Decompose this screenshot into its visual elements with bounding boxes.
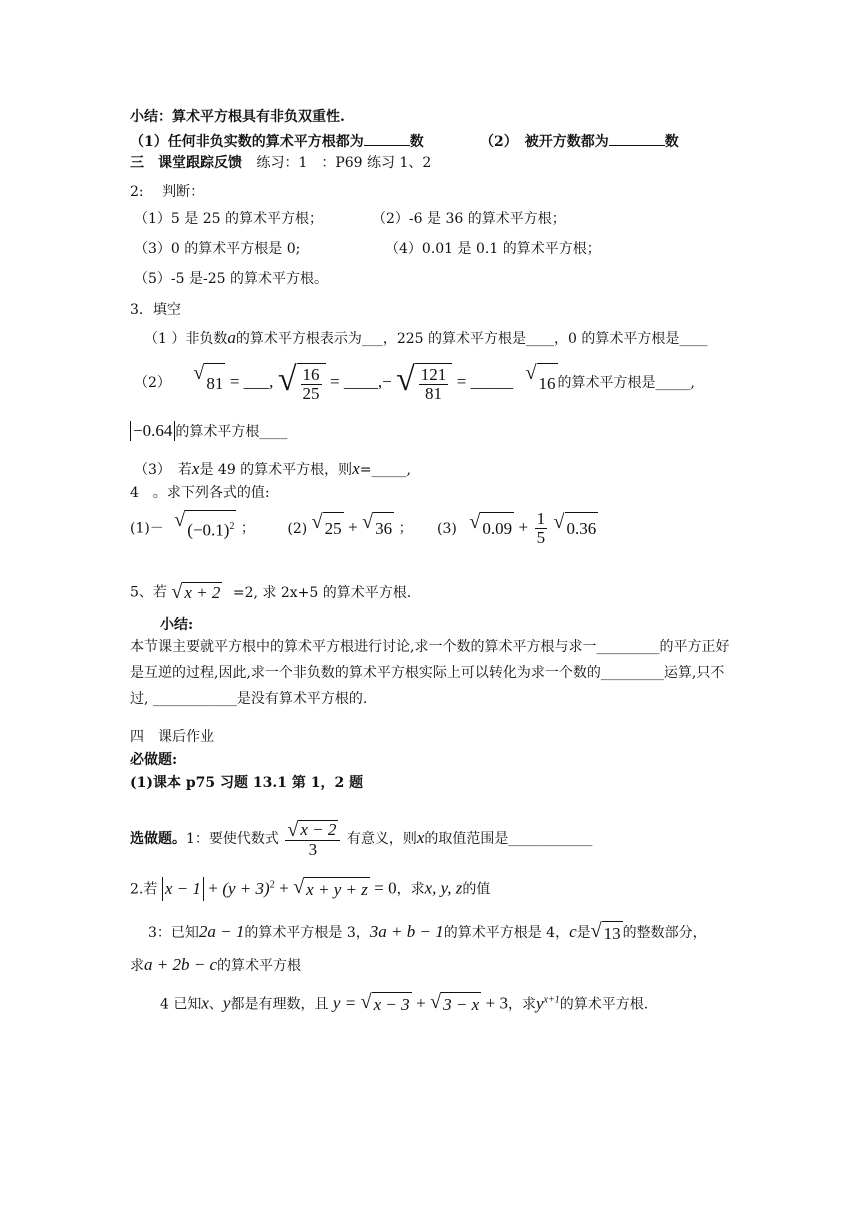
plus: + xyxy=(518,517,529,537)
radical-sign: √ xyxy=(430,991,442,1014)
sqrt-16 xyxy=(526,363,558,404)
summary-item-2-text: （2） 被开方数都为 xyxy=(480,134,609,150)
optional-3-line2-a: 求 xyxy=(130,958,144,974)
radicand: x − 2 xyxy=(300,819,337,839)
equals-zero: = 0 xyxy=(374,878,397,898)
radicand: 36 xyxy=(373,512,394,545)
q3-part-3 xyxy=(134,459,411,480)
radical-sign: √ xyxy=(362,511,374,533)
q3-part-2 xyxy=(134,362,695,404)
q3-title: 3．填空 xyxy=(130,302,181,318)
optional-3-a: 3：已知 xyxy=(148,925,199,941)
variable-a: a xyxy=(227,328,236,347)
y-plus-3-squared: $(y + 3)^2$ xyxy=(222,878,275,898)
radicand: x + y + z xyxy=(304,877,370,902)
q4-sep-2: ； xyxy=(398,520,413,537)
optional-item-2 xyxy=(130,873,490,902)
q2-title: 2: 判断： xyxy=(130,184,205,200)
sqrt-x-plus-2 xyxy=(171,582,222,603)
radical-sign: √ xyxy=(277,360,297,398)
optional-4-a: 4 已知 xyxy=(160,996,202,1013)
required-label: 必做题: xyxy=(130,752,178,768)
variable-x: x xyxy=(191,459,200,478)
radical-sign: √ xyxy=(469,511,481,533)
optional-4-c: 都是有理数，且 xyxy=(230,996,329,1013)
q5 xyxy=(130,582,411,603)
abs-value: −0.64 xyxy=(130,421,175,441)
plus: + xyxy=(348,517,358,537)
eq-3: = _____ xyxy=(456,372,514,391)
radical-sign: √ xyxy=(287,818,299,841)
summary-item-1-end: 数 xyxy=(409,134,424,150)
section-3-title: 三 课堂跟踪反馈 xyxy=(130,155,242,171)
optional-item-1 xyxy=(130,818,592,859)
optional-item-4 xyxy=(160,988,648,1017)
summary-item-2 xyxy=(480,131,679,152)
radicand xyxy=(415,363,453,404)
sqrt-3-minus-x xyxy=(430,992,481,1017)
variable-x: x xyxy=(352,459,360,478)
q3-part-3-c: =_____, xyxy=(359,462,411,478)
radicand: 3 − x xyxy=(441,992,481,1017)
optional-4-d: ，求 xyxy=(507,996,536,1013)
denominator: 3 xyxy=(308,839,318,859)
variable-y: y xyxy=(222,993,231,1013)
sqrt-x-y-z xyxy=(293,877,370,902)
q2-statement-5: （5）-5 是-25 的算术平方根。 xyxy=(134,271,328,287)
summary-item-1-text: （1）任何非负实数的算术平方根都为 xyxy=(130,134,364,150)
radical-sign: √ xyxy=(590,919,602,942)
q2-statement-3: （3）0 的算术平方根是 0; xyxy=(134,241,301,257)
radicand: 81 xyxy=(204,363,225,404)
y-power: $y^{x+1}$ xyxy=(535,993,560,1013)
eq-1: = ___, xyxy=(229,372,274,391)
radical-sign: √ xyxy=(553,511,565,533)
optional-3-c: 的算术平方根是 4， xyxy=(443,925,570,941)
section-3-practice: 练习：1 ：P69 练习 1、2 xyxy=(256,155,432,171)
section-3-heading xyxy=(130,153,431,173)
optional-label: 选做题。 xyxy=(130,831,186,847)
sqrt-frac-16-25 xyxy=(277,360,326,404)
summary-2-title: 小结: xyxy=(160,617,194,633)
sqrt-81 xyxy=(193,363,225,404)
optional-1-b: 有意义，则 xyxy=(346,831,417,847)
plus-3: + 3 xyxy=(485,993,508,1013)
radical-sign: √ xyxy=(311,511,323,533)
q5-a: 5、若 xyxy=(130,584,167,601)
radicand: 0.09 xyxy=(480,512,514,545)
optional-2-c: 的值 xyxy=(462,881,491,898)
expr-2a-1: 2a − 1 xyxy=(198,922,245,941)
optional-3-d: 是 xyxy=(576,925,591,941)
required-item-1: (1)课本 p75 习题 13.1 第 1，2 题 xyxy=(130,775,364,791)
optional-4-e: 的算术平方根. xyxy=(559,996,649,1013)
sqrt-36 xyxy=(362,512,394,545)
optional-1-c: 的取值范围是____________ xyxy=(424,831,593,847)
sqrt-13 xyxy=(591,921,623,946)
q4-expr-3-label: (3) xyxy=(437,520,457,537)
fraction-one-fifth xyxy=(535,510,548,547)
plus: + xyxy=(208,878,218,898)
sqrt-0-36 xyxy=(554,512,599,545)
q3-abs-tail: 的算术平方根____ xyxy=(175,424,288,440)
section-4-heading: 四 课后作业 xyxy=(130,729,214,745)
optional-4-b: 、 xyxy=(208,996,223,1013)
summary-title: 小结：算术平方根具有非负双重性. xyxy=(130,109,345,125)
numerator: 1 xyxy=(536,509,546,528)
optional-1-a: 1：要使代数式 xyxy=(186,831,279,847)
radicand: 0.36 xyxy=(565,512,599,545)
variables-xyz: x, y, z xyxy=(424,878,463,898)
radicand: 13 xyxy=(602,921,623,946)
summary-item-2-end: 数 xyxy=(664,134,679,150)
variable-x: x xyxy=(416,828,425,847)
denominator: 25 xyxy=(302,384,320,404)
sqrt-frac-121-81 xyxy=(396,360,452,404)
y-equals: y = xyxy=(332,993,357,1013)
q4-expressions xyxy=(130,510,598,547)
radicand: $(-0.1)^2$ xyxy=(185,510,236,547)
variable-c: c xyxy=(569,922,577,941)
q3-part-3-b: 是 49 的算术平方根，则 xyxy=(199,462,353,478)
numerator: 16 xyxy=(302,365,320,385)
radicand: 25 xyxy=(323,512,344,545)
blank xyxy=(364,131,410,146)
expr-a-2b-c: a + 2b − c xyxy=(144,955,217,974)
q3-part-1-a: （1 ）非负数 xyxy=(144,331,228,347)
radicand: x − 3 xyxy=(372,992,412,1017)
summary-item-1 xyxy=(130,131,424,152)
q3-part-2-label: （2） xyxy=(134,375,171,391)
denominator: 81 xyxy=(425,384,443,404)
sqrt-neg-0-1-squared xyxy=(174,510,236,547)
optional-item-3-line-2 xyxy=(130,953,301,978)
blank xyxy=(609,131,665,146)
optional-2-b: ，求 xyxy=(396,881,425,898)
sqrt-x-minus-3 xyxy=(361,992,412,1017)
radical-sign: √ xyxy=(193,361,205,384)
radicand xyxy=(297,363,326,404)
radicand: x + 2 xyxy=(184,583,221,602)
q4-title: 4 。求下列各式的值: xyxy=(130,485,270,501)
radicand: 16 xyxy=(537,363,558,404)
fraction-sqrt-x-minus-2-over-3 xyxy=(285,819,340,858)
numerator: 121 xyxy=(420,365,447,385)
q3-part-3-a: （3） 若 xyxy=(134,462,192,478)
optional-3-e: 的整数部分， xyxy=(622,925,707,941)
summary-2-body: 本节课主要就平方根中的算术平方根进行讨论,求一个数的算术平方根与求一_________的平方正好是互逆的过程,因此,求一个非负数的算术平方根实际上可以转化为求一个数的_________运算,只不过, ____________是没有算术平方根的. xyxy=(130,639,730,707)
q2-statement-4: （4）0.01 是 0.1 的算术平方根； xyxy=(385,241,601,257)
q5-b: =2, 求 2x+5 的算术平方根. xyxy=(232,584,412,601)
optional-item-3 xyxy=(148,920,707,946)
sqrt-0-09 xyxy=(469,512,514,545)
radical-sign: √ xyxy=(171,581,183,603)
eq-2: = ____,− xyxy=(329,372,392,391)
radical-sign: √ xyxy=(360,991,372,1014)
q2-statement-1: （1）5 是 25 的算术平方根； xyxy=(134,211,323,227)
radical-sign: √ xyxy=(174,509,186,532)
radical-sign: √ xyxy=(293,876,305,899)
variable-x: x xyxy=(201,993,209,1013)
q3-part-1 xyxy=(144,328,707,349)
radical-sign: √ xyxy=(396,360,415,398)
q4-expr-2-label: (2) xyxy=(287,520,308,537)
q3-part-2-tail: 的算术平方根是_____, xyxy=(557,375,695,391)
q4-sep-1: ； xyxy=(240,520,255,537)
q3-abs-line xyxy=(130,421,287,442)
denominator: 5 xyxy=(536,528,546,547)
plus: + xyxy=(416,993,426,1013)
q4-expr-1-label: (1)－ xyxy=(130,520,164,537)
sqrt-25 xyxy=(312,512,344,545)
optional-3-b: 的算术平方根是 3， xyxy=(244,925,370,941)
radical-sign: √ xyxy=(525,361,537,384)
optional-2-a: 2.若 xyxy=(130,881,158,898)
abs-x-minus-1: x − 1 xyxy=(162,877,204,901)
expr-3a-b-1: 3a + b − 1 xyxy=(369,922,444,941)
q2-statement-2: （2）-6 是 36 的算术平方根； xyxy=(372,211,566,227)
q3-part-1-b: 的算术平方根表示为___，225 的算术平方根是____，0 的算术平方根是____ xyxy=(235,331,708,347)
optional-3-line2-b: 的算术平方根 xyxy=(217,958,301,974)
plus: + xyxy=(279,878,289,898)
